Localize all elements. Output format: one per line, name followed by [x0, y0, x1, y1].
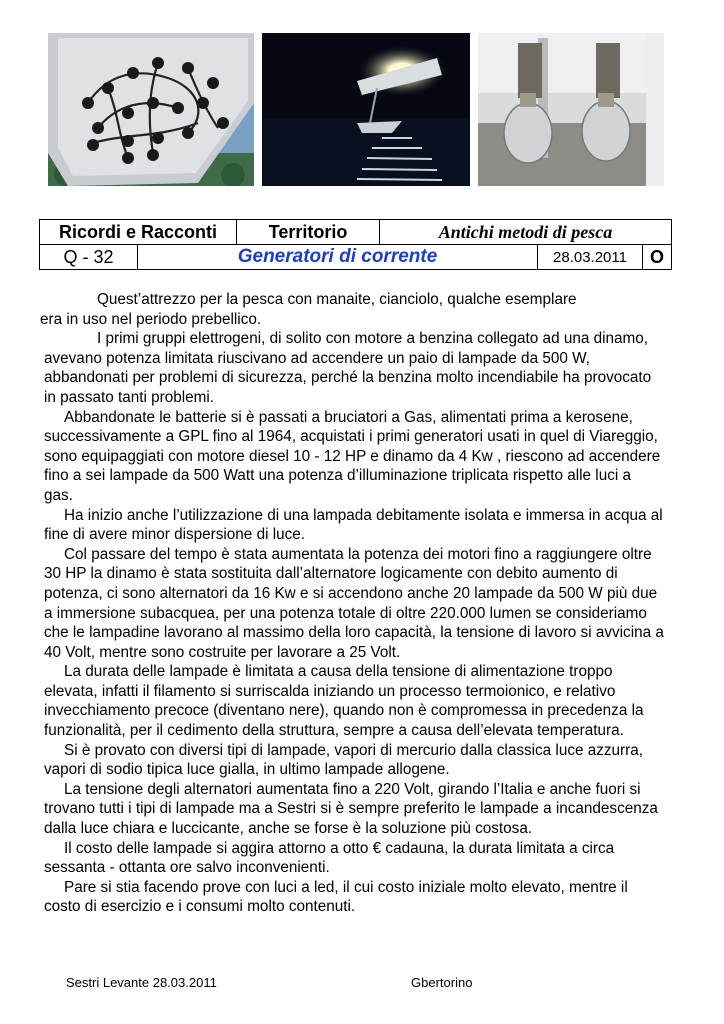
document-date: 28.03.2011 [538, 245, 643, 270]
section-label: Ricordi e Racconti [40, 220, 237, 245]
document-title: Generatori di corrente [138, 245, 538, 270]
header-table-row2 [39, 244, 672, 270]
category-label: Territorio [237, 220, 380, 245]
paragraph: Quest’attrezzo per la pesca con manaite, cianciolo, qualche esemplare [97, 291, 577, 308]
body-text [40, 290, 664, 917]
night-fishing-lights-photo [262, 33, 470, 186]
paragraph: Pare si stia facendo prove con luci a led, il cui costo iniziale molto elevato, mentre il costo di esercizio e i consumi molto contenuti. [44, 878, 628, 916]
footer-place-date: Sestri Levante 28.03.2011 [66, 975, 217, 990]
paragraph: Si è provato con diversi tipi di lampade, vapori di mercurio dalla classica luce azzurra, vapori di sodio tipica luce gialla, in ultimo lampade allogene. [44, 741, 643, 779]
header-table [39, 219, 672, 245]
paragraph: Col passare del tempo è stata aumentata la potenza dei motori fino a raggiungere oltre 30 HP la dinamo è stata sostituita dall’alternatore logicamente con debito aumento di potenza, ci sono alternatori da 16 Kw e si accendono anche 20 lampade da 500 W più due a immersione subacquea, per una potenza totale di oltre 220.000 lumen se consideriamo che le lampadine lavorano al massimo della loro capacità, la tensione di lavoro si avvicina a 40 Volt, mentre sono costruite per lavorare a 25 Volt. [44, 545, 664, 661]
paragraph: era in uso nel periodo prebellico. [40, 310, 262, 328]
subject-label: Antichi metodi di pesca [380, 220, 672, 245]
paragraph: La tensione degli alternatori aumentata fino a 220 Volt, girando l’Italia e anche fuori si trovano tutti i tipi di lampade ma a Sestri si è sempre preferito le lampade a incandescenza dalla luce chiara e luccicante, anche se forse è la soluzione più costosa. [44, 780, 658, 838]
document-letter: O [643, 245, 672, 270]
bulbs-photo [478, 33, 664, 186]
paragraph: I primi gruppi elettrogeni, di solito con motore a benzina collegato ad una dinamo, avevano potenza limitata riuscivano ad accendere un paio di lampade da 500 W, abbandonati per problemi di sicurezza, perché la benzina molto incendiabile ha provocato in passato tanti problemi. [44, 330, 652, 406]
paragraph: Ha inizio anche l’utilizzazione di una lampada debitamente isolata e immersa in acqua al fine di avere minor dispersione di luce. [44, 506, 663, 544]
paragraph: La durata delle lampade è limitata a causa della tensione di alimentazione troppo elevata, infatti il filamento si surriscalda iniziando un processo termoionico, e relativo invecchiamento precoce (diventano nere), quando non è compromessa in precedenza la funzionalità, per il cedimento della struttura, sempre a causa dell’elevata temperatura. [44, 663, 644, 740]
paragraph: Abbandonate le batterie si è passati a bruciatori a Gas, alimentati prima a kerosene, successivamente a GPL fino al 1964, acquistati i primi generatori usati in quel di Viareggio, sono equipaggiati con motore diesel 10 - 12 HP e dinamo da 4 Kw , riescono ad accendere fino a sei lampade da 500 Watt una potenza d’illuminazione triplicata rispetto alle luci a gas. [44, 408, 661, 504]
lamp-panel-photo [48, 33, 254, 186]
document-code: Q - 32 [40, 245, 138, 270]
paragraph: Il costo delle lampade si aggira attorno a otto € cadauna, la durata limitata a circa sessanta - ottanta ore salvo inconvenienti. [44, 839, 615, 877]
footer-author: Gbertorino [411, 975, 473, 990]
